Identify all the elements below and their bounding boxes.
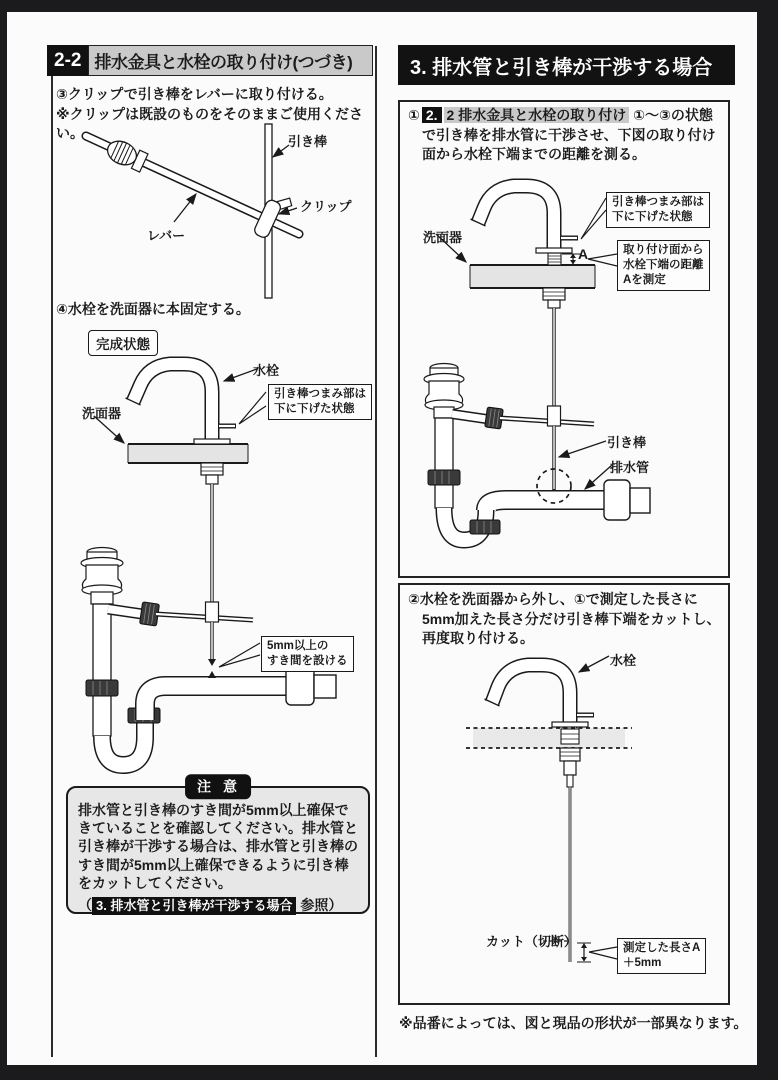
caution-ref-close: 参照） — [296, 896, 343, 913]
step-1-text — [408, 106, 724, 165]
gap-callout-line2: すき間を設ける — [267, 654, 348, 667]
interference-measure-diagram — [410, 168, 725, 573]
faucet-label: 水栓 — [253, 363, 280, 378]
section-3-header: 3. 排水管と引き棒が干渉する場合 — [398, 45, 735, 85]
drain-pipe-label: 排水管 — [610, 460, 650, 475]
step-3-line2: ※クリップは既設のものをそのままご使用ください。 — [56, 105, 364, 142]
wall-flange-shape — [630, 488, 650, 513]
section-2-2-title: 排水金具と水栓の取り付け(つづき) — [88, 45, 373, 76]
knob-position-callout — [606, 192, 710, 228]
coupling-nut-shape — [86, 680, 118, 696]
cut-length-callout — [617, 938, 706, 974]
counter-slab-shape — [128, 444, 248, 463]
step-1-ref-title: 2 排水金具と水栓の取り付け — [444, 107, 630, 123]
cut-length-line2: ＋5mm — [623, 956, 662, 969]
knurled-nut-shape — [104, 137, 149, 173]
step-1-number: ① — [408, 107, 420, 123]
rod-joint-shape — [206, 602, 219, 622]
measure-callout-line2: 水栓下端の距離 — [623, 258, 704, 271]
faucet-shape — [492, 665, 570, 728]
coupling-nut-shape — [428, 470, 460, 485]
lever-label: レバー — [147, 228, 186, 243]
caution-ref-section: 3. 排水管と引き棒が干渉する場合 — [92, 897, 296, 915]
step-3-line1: ③クリップで引き棒をレバーに取り付ける。 — [56, 86, 333, 102]
gap-callout-line1: 5mm以上の — [267, 640, 329, 652]
cut-label: カット（切断） — [486, 934, 577, 949]
knob-callout-line1: 引き棒つまみ部は — [274, 388, 366, 400]
counter-slab-shape — [470, 265, 595, 288]
gap-callout — [261, 636, 354, 672]
measure-callout-line3: Aを測定 — [623, 273, 666, 286]
knob-callout-line2: 下に下げた状態 — [612, 210, 693, 223]
faucet-shape — [478, 186, 554, 253]
column-divider-rule — [375, 46, 377, 1057]
rod-joint-shape — [548, 406, 561, 426]
knob-callout-line2: 下に下げた状態 — [274, 402, 355, 415]
knob-callout-line1: 引き棒つまみ部は — [612, 196, 704, 208]
pull-rod-label: 引き棒 — [607, 435, 647, 450]
complete-state-badge: 完成状態 — [88, 330, 158, 356]
step-4-text: ④水栓を洗面器に本固定する。 — [56, 301, 250, 317]
measure-distance-callout — [617, 240, 710, 291]
caution-ref-open: （ — [78, 896, 92, 913]
wall-flange-shape — [314, 675, 336, 698]
measure-callout-line1: 取り付け面から — [623, 244, 704, 256]
clip-label: クリップ — [300, 199, 352, 214]
step-1-ref-badge: 2. — [422, 107, 442, 123]
footnote: ※品番によっては、図と現品の形状が一部異なります。 — [399, 1015, 748, 1031]
caution-box — [66, 778, 370, 914]
dimension-a-label: A — [578, 246, 589, 262]
caution-reference — [68, 894, 368, 915]
step-1-body: ①〜③の状態で引き棒を排水管に干渉させ、下図の取り付け面から水栓下端までの距離を測る。 — [422, 107, 716, 163]
step-2-text: ②水栓を洗面器から外し、①で測定した長さに5mm加えた長さ分だけ引き棒下端をカットし、再度取り付ける。 — [408, 591, 721, 647]
left-column-rule — [51, 46, 53, 1057]
knob-position-callout — [268, 384, 372, 420]
basin-label: 洗面器 — [82, 406, 122, 421]
caution-body: 排水管と引き棒のすき間が5mm以上確保できていることを確認してください。排水管と引き棒が干渉する場合は、排水管と引き棒のすき間が5mm以上確保できるように引き棒をカットしてください。 — [78, 802, 358, 891]
cut-length-line1: 測定した長さA — [623, 942, 701, 954]
faucet-label: 水栓 — [610, 653, 637, 668]
pull-rod-label: 引き棒 — [288, 134, 328, 149]
outlet-pipe-shape — [145, 686, 288, 720]
section-2-2-header — [47, 45, 373, 76]
dashed-counter-band — [473, 728, 625, 748]
basin-label: 洗面器 — [423, 230, 463, 245]
caution-badge: 注 意 — [185, 774, 251, 799]
section-2-2-number: 2-2 — [47, 45, 88, 76]
